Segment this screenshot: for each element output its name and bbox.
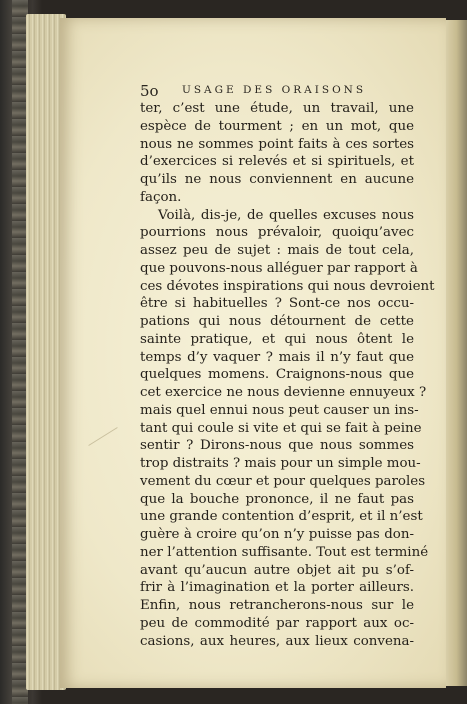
text-line: façon. — [140, 189, 182, 205]
text-line: sentir ? Dirons-nous que nous sommes — [140, 438, 414, 454]
text-line: pourrions nous prévaloir, quoiqu’avec — [140, 225, 414, 241]
text-line: trop distraits ? mais pour un simple mou- — [140, 456, 421, 471]
text-line: une grande contention d’esprit, et il n’est — [140, 509, 423, 525]
text-line: vement du cœur et pour quelques paroles — [140, 473, 426, 489]
text-line: Voilà, dis-je, de quelles excuses nous — [158, 207, 414, 223]
text-line: avant qu’aucun autre objet ait pu s’of- — [140, 562, 414, 578]
text-line: ner l’attention suffisante. Tout est terminé — [140, 544, 429, 560]
text-line: frir à l’imagination et la porter ailleurs. — [140, 580, 414, 596]
running-head: USAGE DES ORAISONS — [182, 84, 367, 96]
text-line: d’exercices si relevés et si spirituels, et — [140, 154, 414, 170]
text-line: peu de commodité par rapport aux oc- — [140, 615, 414, 631]
body-text — [140, 100, 435, 650]
text-line: tant qui coule si vite et qui se fait à peine — [140, 420, 422, 436]
text-line: casions, aux heures, aux lieux convena- — [140, 633, 414, 649]
text-line: que pouvons-nous alléguer par rapport à — [140, 260, 418, 276]
text-line: Enfin, nous retrancherons-nous sur le — [140, 598, 414, 613]
page-number: 5o — [140, 82, 159, 100]
text-line: ces dévotes inspirations qui nous devroient — [140, 278, 435, 294]
text-line: pations qui nous détournent de cette — [140, 314, 414, 329]
text-line: sainte pratique, et qui nous ôtent le — [140, 331, 414, 347]
text-line: assez peu de sujet : mais de tout cela, — [140, 243, 414, 258]
text-line: nous ne sommes point faits à ces sortes — [140, 136, 414, 152]
text-line: que la bouche prononce, il ne faut pas — [140, 491, 414, 507]
text-line: être si habituelles ? Sont-ce nos occu- — [140, 296, 414, 312]
text-line: qu’ils ne nous conviennent en aucune — [140, 172, 414, 187]
text-line: quelques momens. Craignons-nous que — [140, 367, 414, 383]
text-line: cet exercice ne nous devienne ennuyeux ? — [140, 385, 427, 400]
text-line: temps d’y vaquer ? mais il n’y faut que — [140, 349, 414, 365]
text-line: espèce de tourment ; en un mot, que — [140, 118, 414, 134]
page-header — [140, 82, 400, 100]
text-line: guère à croire qu’on n’y puisse pas don- — [140, 527, 414, 542]
text-line: ter, c’est une étude, un travail, une — [140, 101, 414, 116]
page-right-edge — [446, 20, 467, 686]
text-line: mais quel ennui nous peut causer un ins- — [140, 402, 419, 418]
